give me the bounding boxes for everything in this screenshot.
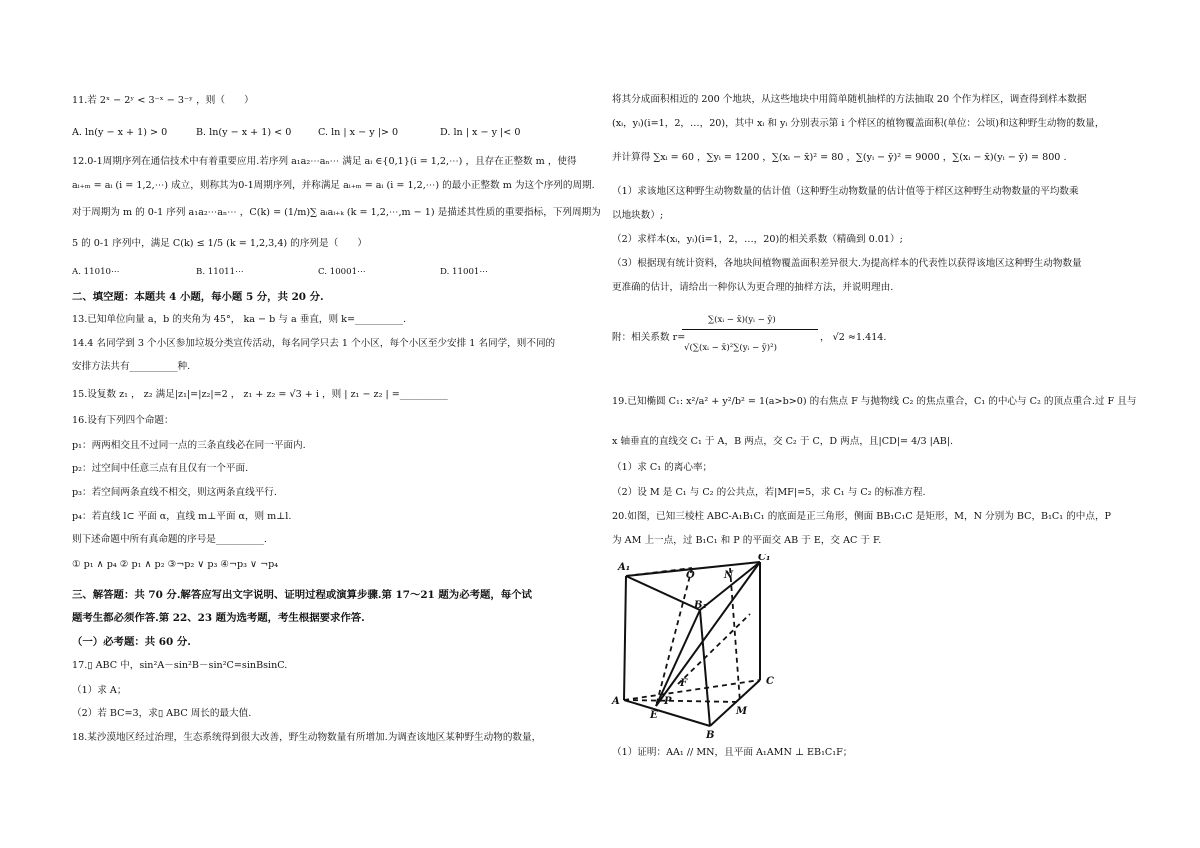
q17-stem: 17.▯ ABC 中，sin²A－sin²B－sin²C=sinBsinC. [72, 660, 288, 671]
label-b1: B₁ [694, 600, 707, 611]
q14-line-1: 14.4 名同学到 3 个小区参加垃圾分类宣传活动，每名同学只去 1 个小区，每个小区至少安排 1 名同学，则不同的 [72, 338, 556, 349]
q17-part-1: （1）求 A； [72, 685, 127, 696]
section-2-title: 二、填空题：本题共 4 小题，每小题 5 分，共 20 分. [72, 291, 324, 303]
q11-option-b: B. ln(y − x + 1) < 0 [196, 127, 292, 138]
label-o: O [686, 570, 695, 581]
q18-line-4: 并计算得 ∑xᵢ = 60 ，∑yᵢ = 1200 ，∑(xᵢ − x̄)² = 80 ，∑(yᵢ − ȳ)² = 9000 ，∑(xᵢ − x̄)(yᵢ − ȳ) = 800 . [612, 152, 1067, 163]
label-c: C [766, 676, 774, 687]
edge-c1-e [656, 562, 760, 706]
label-a1: A₁ [618, 562, 631, 573]
q20-line-2: 为 AM 上一点，过 B₁C₁ 和 P 的平面交 AB 于 E，交 AC 于 F. [612, 535, 882, 546]
q12-line-4: 5 的 0-1 序列中，满足 C(k) ≤ 1/5 (k = 1,2,3,4) 的序列是（ ） [72, 238, 367, 249]
q18-note-suffix: ， √2 ≈1.414. [820, 332, 887, 343]
section-3-line-2: 题考生都必须作答.第 22、23 题为选考题，考生根据要求作答. [72, 612, 365, 624]
section-3-subtitle: （一）必考题：共 60 分. [72, 636, 191, 648]
q17-part-2: （2）若 BC=3，求▯ ABC 周长的最大值. [72, 708, 252, 719]
prism-figure [608, 554, 778, 740]
label-e: E [650, 710, 658, 721]
section-3-line-1: 三、解答题：共 70 分.解答应写出文字说明、证明过程或演算步骤.第 17～21 题为必考题，每个试 [72, 589, 532, 601]
edge-b1-b [700, 610, 710, 726]
q18-note-fraction-bar [682, 329, 818, 330]
q12-option-c: C. 10001⋯ [318, 267, 366, 277]
q19-line-1: 19.已知椭圆 C₁: x²/a² + y²/b² = 1(a>b>0) 的右焦点 F 与抛物线 C₂ 的焦点重合，C₁ 的中心与 C₂ 的顶点重合.过 F 且与 [612, 396, 1137, 407]
label-c1: C₁ [758, 554, 771, 563]
q18-part-1a: （1）求该地区这种野生动物数量的估计值（这种野生动物数量的估计值等于样区这种野生动物数量的平均数乘 [612, 186, 1079, 197]
label-n: N [724, 570, 734, 581]
q20-part-1: （1）证明：AA₁ // MN，且平面 A₁AMN ⊥ EB₁C₁F； [612, 747, 853, 758]
q18-note-prefix: 附：相关系数 r= [612, 332, 686, 343]
label-p: P [664, 696, 672, 707]
q11-option-c: C. ln | x − y |> 0 [318, 127, 399, 138]
q16-p2: p₂：过空间中任意三点有且仅有一个平面. [72, 463, 249, 474]
q18-part-1b: 以地块数）; [612, 210, 664, 221]
q18-part-3b: 更准确的估计，请给出一种你认为更合理的抽样方法，并说明理由. [612, 282, 894, 293]
q15: 15.设复数 z₁ ， z₂ 满足|z₁|=|z₂|=2 ， z₁ + z₂ = √3 + i ，则 | z₁ − z₂ | =__________ [72, 389, 448, 400]
label-a: A [612, 696, 620, 707]
q12-option-a: A. 11010⋯ [72, 267, 120, 277]
q18-note-numerator: ∑(xᵢ − x̄)(yᵢ − ȳ) [708, 315, 776, 325]
q11-stem: 11.若 2ˣ − 2ʸ < 3⁻ˣ − 3⁻ʸ ，则（ ） [72, 95, 254, 106]
label-b: B [706, 730, 715, 740]
q11-option-a: A. ln(y − x + 1) > 0 [72, 127, 168, 138]
q18-part-2: （2）求样本(xᵢ，yᵢ)(i=1，2，…，20)的相关系数（精确到 0.01）; [612, 234, 903, 245]
q16-choices: ① p₁ ∧ p₄ ② p₁ ∧ p₂ ③¬p₂ ∨ p₃ ④¬p₃ ∨ ¬p₄ [72, 559, 279, 570]
segment-n-m-hidden [730, 568, 740, 702]
q12-line-3: 对于周期为 m 的 0-1 序列 a₁a₂⋯aₙ⋯ ，C(k) = (1/m)∑ aᵢaᵢ₊ₖ (k = 1,2,⋯,m − 1) 是描述其性质的重要指标，下列周期为 [72, 207, 601, 218]
q16-p4: p₄：若直线 l⊂ 平面 α，直线 m⊥平面 α，则 m⊥l. [72, 511, 292, 522]
q12-line-2: aᵢ₊ₘ = aᵢ (i = 1,2,⋯) 成立，则称其为0-1周期序列，并称满足 aᵢ₊ₘ = aᵢ (i = 1,2,⋯) 的最小正整数 m 为这个序列的周期. [72, 180, 595, 191]
q16-p3: p₃：若空间两条直线不相交，则这两条直线平行. [72, 487, 277, 498]
q18-line-2: 将其分成面积相近的 200 个地块，从这些地块中用简单随机抽样的方法抽取 20 个作为样区，调查得到样本数据 [612, 94, 1087, 105]
q16-p1: p₁：两两相交且不过同一点的三条直线必在同一平面内. [72, 440, 306, 451]
q13: 13.已知单位向量 a，b 的夹角为 45°， ka − b 与 a 垂直，则 k=__________. [72, 314, 407, 325]
q12-line-1: 12.0-1周期序列在通信技术中有着重要应用.若序列 a₁a₂⋯aₙ⋯ 满足 aᵢ ∈{0,1}(i = 1,2,⋯) ，且存在正整数 m ，使得 [72, 156, 577, 167]
q11-option-d: D. ln | x − y |< 0 [440, 127, 521, 138]
q18-line-1: 18.某沙漠地区经过治理，生态系统得到很大改善，野生动物数量有所增加.为调查该地区某种野生动物的数量， [72, 732, 542, 743]
q18-part-3a: （3）根据现有统计资料，各地块间植物覆盖面积差异很大.为提高样本的代表性以获得该地区这种野生动物数量 [612, 258, 1082, 269]
q19-line-2: x 轴垂直的直线交 C₁ 于 A，B 两点，交 C₂ 于 C，D 两点，且|CD|= 4/3 |AB|. [612, 436, 954, 447]
label-m: M [736, 706, 748, 717]
q20-line-1: 20.如图，已知三棱柱 ABC-A₁B₁C₁ 的底面是正三角形，侧面 BB₁C₁C 是矩形，M，N 分别为 BC，B₁C₁ 的中点，P [612, 511, 1111, 522]
q18-note-denominator: √(∑(xᵢ − x̄)²∑(yᵢ − ȳ)²) [684, 343, 777, 353]
q16-ask: 则下述命题中所有真命题的序号是__________. [72, 534, 267, 545]
q12-option-d: D. 11001⋯ [440, 267, 488, 277]
q18-line-3: (xᵢ，yᵢ)(i=1，2，…，20)，其中 xᵢ 和 yᵢ 分别表示第 i 个样区的植物覆盖面积(单位：公顷)和这种野生动物的数量， [612, 118, 1105, 129]
q19-part-1: （1）求 C₁ 的离心率； [612, 462, 713, 473]
q14-line-2: 安排方法共有__________种. [72, 361, 191, 372]
segment-am-hidden [624, 700, 740, 702]
label-f: F [680, 678, 688, 689]
edge-a1-a [624, 576, 626, 700]
q16-stem: 16.设有下列四个命题： [72, 415, 174, 426]
q12-option-b: B. 11011⋯ [196, 267, 244, 277]
q19-part-2: （2）设 M 是 C₁ 与 C₂ 的公共点，若|MF|=5，求 C₁ 与 C₂ 的标准方程. [612, 487, 926, 498]
